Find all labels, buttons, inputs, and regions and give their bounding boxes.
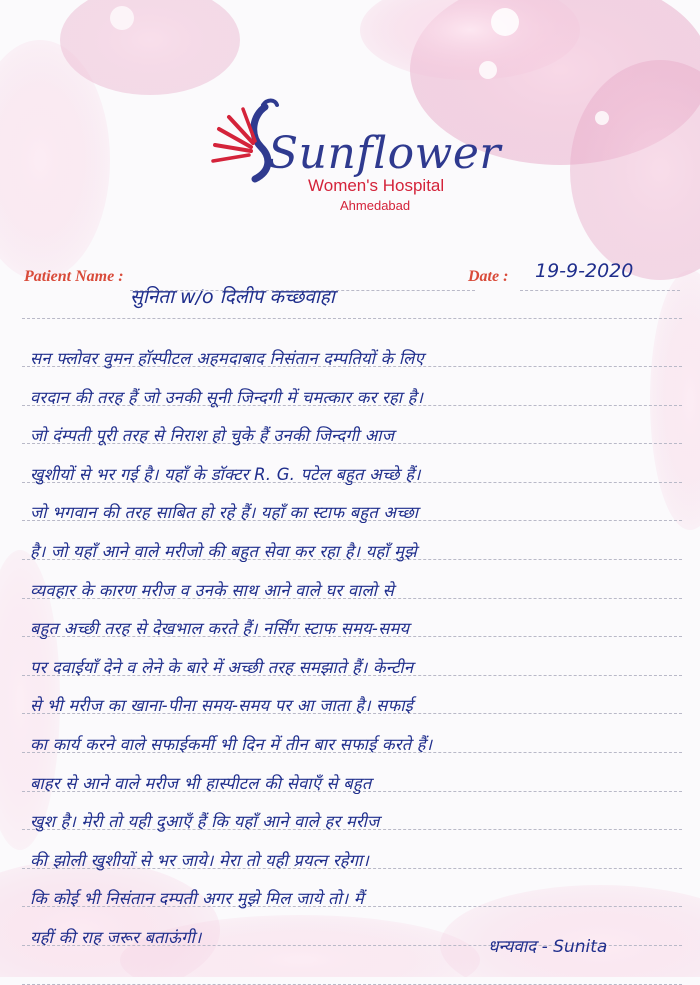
letter-line: खुश है। मेरी तो यही दुआएँ हैं कि यहाँ आने वाले हर मरीज (30, 812, 380, 832)
hospital-city: Ahmedabad (340, 198, 411, 213)
flower-top-left (0, 0, 240, 280)
ruled-line (22, 984, 682, 985)
letter-line: व्यवहार के कारण मरीज व उनके साथ आने वाले घर वालो से (30, 580, 394, 600)
date-label: Date : (468, 268, 509, 285)
letter-line: का कार्य करने वाले सफाईकर्मी भी दिन में तीन बार सफाई करते हैं। (30, 735, 433, 754)
ruled-line (22, 318, 682, 319)
letter-line: बहुत अच्छी तरह से देखभाल करते हैं। नर्सिंग स्टाफ समय-समय (30, 619, 410, 639)
letter-line: बाहर से आने वाले मरीज भी हास्पीटल की सेवाएँ से बहुत (30, 773, 372, 793)
patient-name-label: Patient Name : (24, 268, 124, 285)
letter-line: है। जो यहाँ आने वाले मरीजो की बहुत सेवा कर रहा है। यहाँ मुझे (30, 542, 417, 561)
patient-name-rule (130, 290, 475, 291)
letter-line: से भी मरीज का खाना-पीना समय-समय पर आ जाता है। सफाई (30, 696, 413, 716)
letter-line: जो भगवान की तरह साबित हो रहे हैं। यहाँ का स्टाफ बहुत अच्छा (30, 503, 419, 523)
hospital-brand-name: Sunflower (268, 128, 501, 179)
date-value: 19-9-2020 (535, 260, 634, 282)
letter-line: जो दंम्पती पूरी तरह से निराश हो चुके हैं उनकी जिन्दगी आज (30, 426, 395, 446)
letter-line: की झोली खुशीयों से भर जाये। मेरा तो यही प्रयत्न रहेगा। (30, 850, 369, 870)
letter-line: सन फ्लोवर वुमन हॉस्पीटल अहमदाबाद निसंतान दम्पतियों के लिए (30, 349, 424, 368)
signoff: धन्यवाद - Sunita (488, 937, 608, 957)
letter-line: पर दवाईयाँ देने व लेने के बारे में अच्छी तरह समझाते हैं। केन्टीन (30, 657, 414, 677)
letter-line: वरदान की तरह हैं जो उनकी सूनी जिन्दगी में चमत्कार कर रहा है। (30, 387, 424, 407)
flower-bottom (0, 550, 700, 977)
letter-line: खुशीयों से भर गई है। यहाँ के डॉक्टर R. G. पटेल बहुत अच्छे हैं। (30, 464, 421, 484)
patient-name-value: सुनिता w/o दिलीप कच्छवाहा (130, 286, 335, 308)
hospital-subtitle: Women's Hospital (308, 176, 445, 195)
letter-line: कि कोई भी निसंतान दम्पती अगर मुझे मिल जाये तो। मैं (30, 889, 364, 909)
letter-line: यहीं की राह जरूर बताऊंगी। (30, 928, 202, 947)
date-rule (520, 290, 680, 291)
